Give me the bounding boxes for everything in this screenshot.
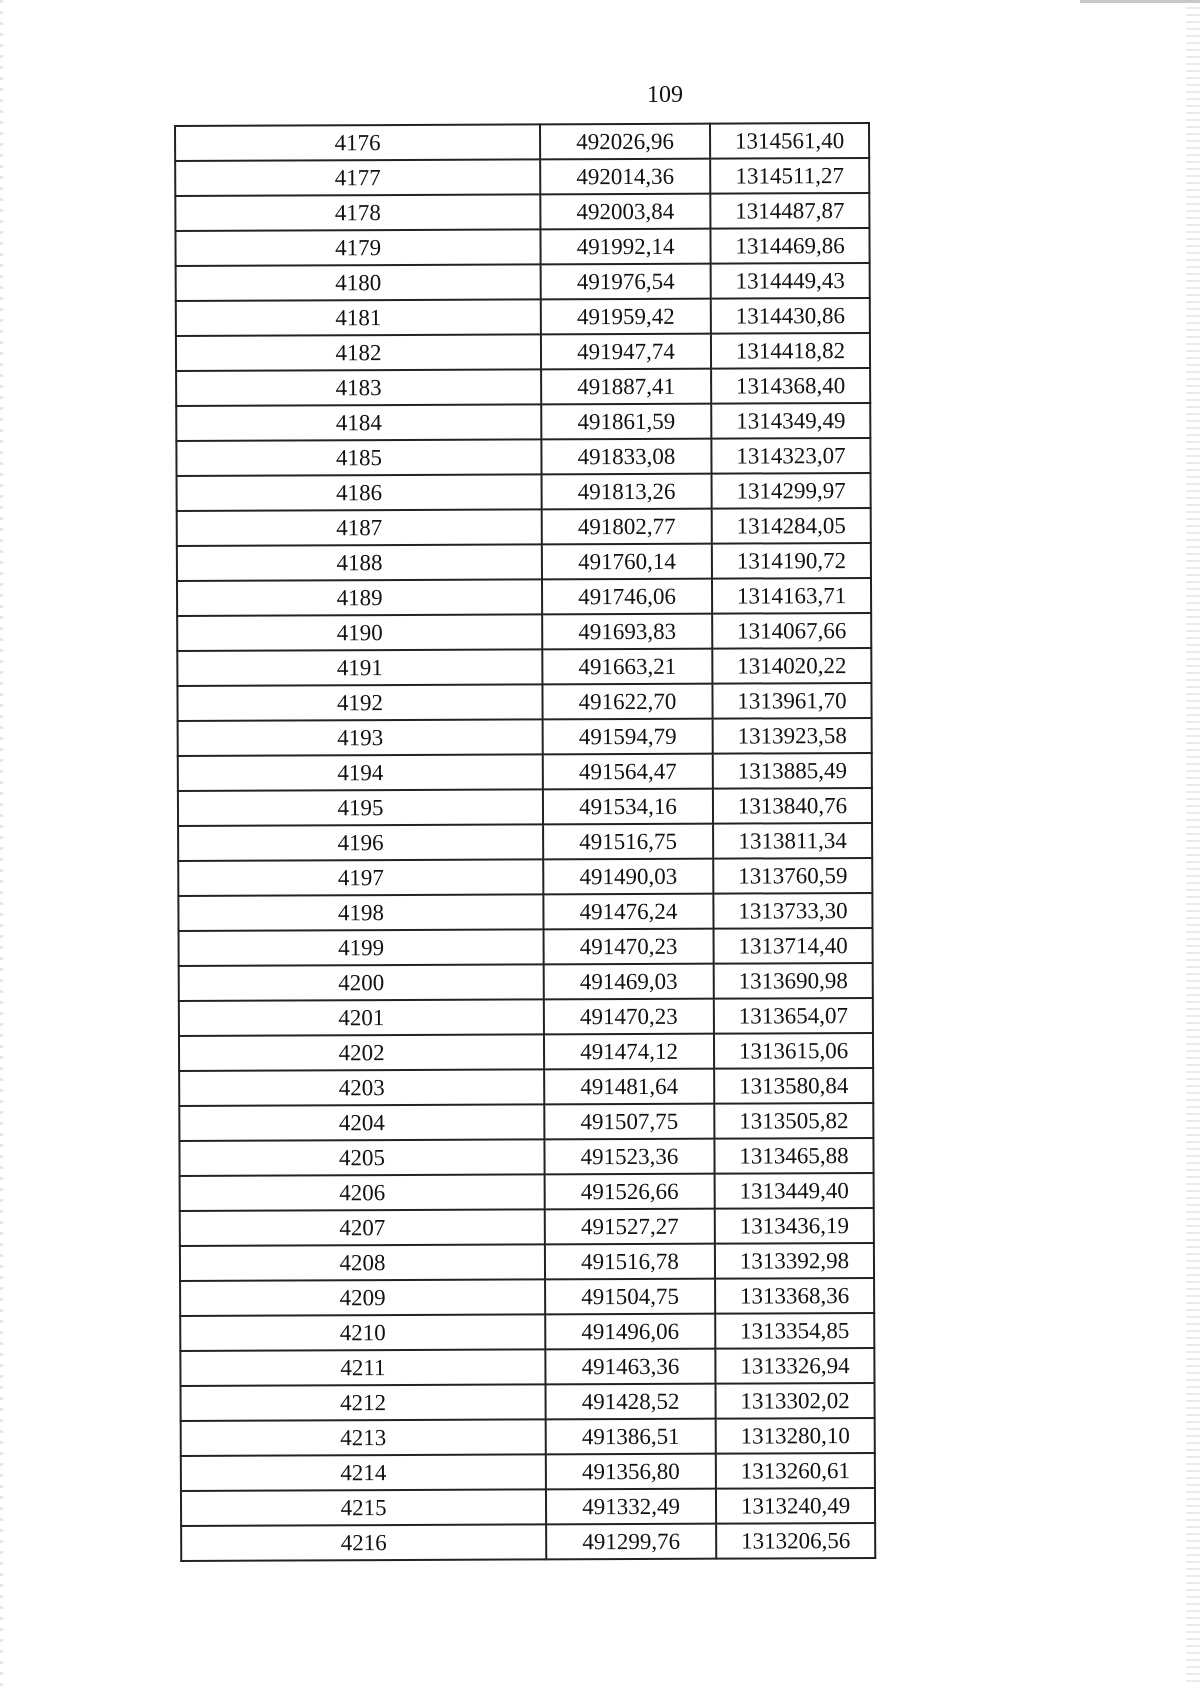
x-coordinate-cell: 491386,51 xyxy=(546,1419,716,1455)
point-number-cell: 4209 xyxy=(180,1279,545,1316)
table-row xyxy=(180,1173,874,1211)
x-coordinate-cell: 491481,64 xyxy=(544,1069,714,1105)
x-coordinate-cell: 492003,84 xyxy=(540,194,710,230)
y-coordinate-cell: 1313436,19 xyxy=(715,1208,874,1244)
table-row xyxy=(177,578,871,616)
x-coordinate-cell: 491663,21 xyxy=(542,649,712,685)
scan-edge-left xyxy=(0,0,3,1686)
point-number-cell: 4185 xyxy=(176,439,541,476)
x-coordinate-cell: 491507,75 xyxy=(544,1104,714,1140)
table-row xyxy=(176,438,870,476)
table-row xyxy=(179,1138,873,1176)
y-coordinate-cell: 1313615,06 xyxy=(714,1033,873,1069)
point-number-cell: 4193 xyxy=(178,719,543,756)
x-coordinate-cell: 491802,77 xyxy=(542,509,712,545)
y-coordinate-cell: 1314368,40 xyxy=(711,368,870,404)
y-coordinate-cell: 1314067,66 xyxy=(712,613,871,649)
table-row xyxy=(175,193,869,231)
x-coordinate-cell: 491496,06 xyxy=(545,1314,715,1350)
x-coordinate-cell: 491526,66 xyxy=(545,1174,715,1210)
y-coordinate-cell: 1314561,40 xyxy=(710,123,869,159)
point-number-cell: 4177 xyxy=(175,159,540,196)
x-coordinate-cell: 491299,76 xyxy=(546,1524,716,1560)
point-number-cell: 4203 xyxy=(179,1069,544,1106)
x-coordinate-cell: 491470,23 xyxy=(544,929,714,965)
y-coordinate-cell: 1313302,02 xyxy=(715,1383,874,1419)
point-number-cell: 4183 xyxy=(176,369,541,406)
point-number-cell: 4212 xyxy=(181,1384,546,1421)
point-number-cell: 4191 xyxy=(177,649,542,686)
point-number-cell: 4207 xyxy=(180,1209,545,1246)
x-coordinate-cell: 491523,36 xyxy=(544,1139,714,1175)
x-coordinate-cell: 491516,75 xyxy=(543,824,713,860)
x-coordinate-cell: 491947,74 xyxy=(541,334,711,370)
table-row xyxy=(178,823,872,861)
table-row xyxy=(178,858,872,896)
table-row xyxy=(180,1243,874,1281)
point-number-cell: 4214 xyxy=(181,1454,546,1491)
y-coordinate-cell: 1313240,49 xyxy=(716,1488,875,1524)
y-coordinate-cell: 1313354,85 xyxy=(715,1313,874,1349)
point-number-cell: 4195 xyxy=(178,789,543,826)
y-coordinate-cell: 1313760,59 xyxy=(713,858,872,894)
x-coordinate-cell: 491463,36 xyxy=(545,1349,715,1385)
point-number-cell: 4194 xyxy=(178,754,543,791)
point-number-cell: 4202 xyxy=(179,1034,544,1071)
point-number-cell: 4181 xyxy=(176,299,541,336)
x-coordinate-cell: 491813,26 xyxy=(542,474,712,510)
table-row xyxy=(178,893,872,931)
y-coordinate-cell: 1314430,86 xyxy=(711,298,870,334)
table-row xyxy=(180,1313,874,1351)
scan-edge-right xyxy=(1186,0,1200,1686)
x-coordinate-cell: 491760,14 xyxy=(542,544,712,580)
table-row xyxy=(176,298,870,336)
y-coordinate-cell: 1313654,07 xyxy=(714,998,873,1034)
table-row xyxy=(175,228,869,266)
point-number-cell: 4200 xyxy=(179,964,544,1001)
x-coordinate-cell: 492026,96 xyxy=(540,124,710,160)
table-row xyxy=(179,1103,873,1141)
y-coordinate-cell: 1313733,30 xyxy=(713,893,872,929)
point-number-cell: 4187 xyxy=(177,509,542,546)
y-coordinate-cell: 1314299,97 xyxy=(712,473,871,509)
point-number-cell: 4178 xyxy=(175,194,540,231)
page-number: 109 xyxy=(647,82,683,108)
y-coordinate-cell: 1314469,86 xyxy=(710,228,869,264)
table-row xyxy=(180,1208,874,1246)
y-coordinate-cell: 1313449,40 xyxy=(715,1173,874,1209)
x-coordinate-cell: 491516,78 xyxy=(545,1244,715,1280)
table-row xyxy=(177,508,871,546)
y-coordinate-cell: 1313505,82 xyxy=(714,1103,873,1139)
y-coordinate-cell: 1313465,88 xyxy=(714,1138,873,1174)
y-coordinate-cell: 1313280,10 xyxy=(716,1418,875,1454)
x-coordinate-cell: 491959,42 xyxy=(541,299,711,335)
x-coordinate-cell: 491332,49 xyxy=(546,1489,716,1525)
table-row xyxy=(179,963,873,1001)
point-number-cell: 4180 xyxy=(176,264,541,301)
x-coordinate-cell: 491527,27 xyxy=(545,1209,715,1245)
x-coordinate-cell: 491887,41 xyxy=(541,369,711,405)
y-coordinate-cell: 1314418,82 xyxy=(711,333,870,369)
x-coordinate-cell: 491746,06 xyxy=(542,579,712,615)
x-coordinate-cell: 491693,83 xyxy=(542,614,712,650)
point-number-cell: 4205 xyxy=(179,1139,544,1176)
y-coordinate-cell: 1313690,98 xyxy=(714,963,873,999)
x-coordinate-cell: 491356,80 xyxy=(546,1454,716,1490)
y-coordinate-cell: 1313923,58 xyxy=(713,718,872,754)
y-coordinate-cell: 1314487,87 xyxy=(710,193,869,229)
table-row xyxy=(179,928,873,966)
table-row xyxy=(181,1488,875,1526)
x-coordinate-cell: 492014,36 xyxy=(540,159,710,195)
x-coordinate-cell: 491470,23 xyxy=(544,999,714,1035)
table-row xyxy=(177,613,871,651)
x-coordinate-cell: 491976,54 xyxy=(541,264,711,300)
scan-edge-top xyxy=(1080,0,1200,3)
y-coordinate-cell: 1314284,05 xyxy=(712,508,871,544)
point-number-cell: 4198 xyxy=(178,894,543,931)
y-coordinate-cell: 1313580,84 xyxy=(714,1068,873,1104)
y-coordinate-cell: 1313840,76 xyxy=(713,788,872,824)
x-coordinate-cell: 491594,79 xyxy=(543,719,713,755)
table-row xyxy=(181,1453,875,1491)
table-row xyxy=(177,473,871,511)
point-number-cell: 4197 xyxy=(178,859,543,896)
point-number-cell: 4179 xyxy=(175,229,540,266)
table-row xyxy=(178,718,872,756)
table-row xyxy=(181,1418,875,1456)
table-row xyxy=(175,123,869,161)
table-row xyxy=(179,998,873,1036)
table-row xyxy=(176,333,870,371)
table-row xyxy=(177,543,871,581)
x-coordinate-cell: 491469,03 xyxy=(544,964,714,1000)
point-number-cell: 4201 xyxy=(179,999,544,1036)
y-coordinate-cell: 1313961,70 xyxy=(712,683,871,719)
point-number-cell: 4210 xyxy=(180,1314,545,1351)
x-coordinate-cell: 491564,47 xyxy=(543,754,713,790)
y-coordinate-cell: 1313392,98 xyxy=(715,1243,874,1279)
table-row xyxy=(179,1068,873,1106)
y-coordinate-cell: 1314190,72 xyxy=(712,543,871,579)
x-coordinate-cell: 491622,70 xyxy=(542,684,712,720)
y-coordinate-cell: 1314511,27 xyxy=(710,158,869,194)
point-number-cell: 4208 xyxy=(180,1244,545,1281)
x-coordinate-cell: 491474,12 xyxy=(544,1034,714,1070)
x-coordinate-cell: 491833,08 xyxy=(541,439,711,475)
x-coordinate-cell: 491534,16 xyxy=(543,789,713,825)
point-number-cell: 4189 xyxy=(177,579,542,616)
table-row xyxy=(180,1348,874,1386)
y-coordinate-cell: 1313811,34 xyxy=(713,823,872,859)
point-number-cell: 4213 xyxy=(181,1419,546,1456)
y-coordinate-cell: 1313260,61 xyxy=(716,1453,875,1489)
y-coordinate-cell: 1313326,94 xyxy=(715,1348,874,1384)
table-row xyxy=(177,648,871,686)
table-row xyxy=(176,368,870,406)
table-row xyxy=(179,1033,873,1071)
coordinates-table xyxy=(174,122,876,1562)
table-row xyxy=(176,263,870,301)
point-number-cell: 4215 xyxy=(181,1489,546,1526)
point-number-cell: 4188 xyxy=(177,544,542,581)
x-coordinate-cell: 491861,59 xyxy=(541,404,711,440)
point-number-cell: 4182 xyxy=(176,334,541,371)
y-coordinate-cell: 1314020,22 xyxy=(712,648,871,684)
y-coordinate-cell: 1313885,49 xyxy=(713,753,872,789)
point-number-cell: 4186 xyxy=(177,474,542,511)
x-coordinate-cell: 491992,14 xyxy=(540,229,710,265)
point-number-cell: 4216 xyxy=(181,1524,546,1561)
point-number-cell: 4192 xyxy=(177,684,542,721)
table-row xyxy=(181,1523,875,1561)
table-row xyxy=(176,403,870,441)
y-coordinate-cell: 1314349,49 xyxy=(711,403,870,439)
table-row xyxy=(181,1383,875,1421)
point-number-cell: 4196 xyxy=(178,824,543,861)
table-row xyxy=(177,683,871,721)
x-coordinate-cell: 491476,24 xyxy=(543,894,713,930)
y-coordinate-cell: 1314449,43 xyxy=(711,263,870,299)
point-number-cell: 4176 xyxy=(175,124,540,161)
point-number-cell: 4211 xyxy=(180,1349,545,1386)
point-number-cell: 4206 xyxy=(180,1174,545,1211)
point-number-cell: 4184 xyxy=(176,404,541,441)
x-coordinate-cell: 491504,75 xyxy=(545,1279,715,1315)
y-coordinate-cell: 1313368,36 xyxy=(715,1278,874,1314)
x-coordinate-cell: 491490,03 xyxy=(543,859,713,895)
table-row xyxy=(178,788,872,826)
x-coordinate-cell: 491428,52 xyxy=(545,1384,715,1420)
coordinates-table-body xyxy=(175,123,875,1561)
table-row xyxy=(180,1278,874,1316)
point-number-cell: 4204 xyxy=(179,1104,544,1141)
point-number-cell: 4199 xyxy=(179,929,544,966)
table-row xyxy=(175,158,869,196)
y-coordinate-cell: 1313206,56 xyxy=(716,1523,875,1559)
point-number-cell: 4190 xyxy=(177,614,542,651)
y-coordinate-cell: 1314163,71 xyxy=(712,578,871,614)
table-row xyxy=(178,753,872,791)
y-coordinate-cell: 1314323,07 xyxy=(711,438,870,474)
y-coordinate-cell: 1313714,40 xyxy=(714,928,873,964)
